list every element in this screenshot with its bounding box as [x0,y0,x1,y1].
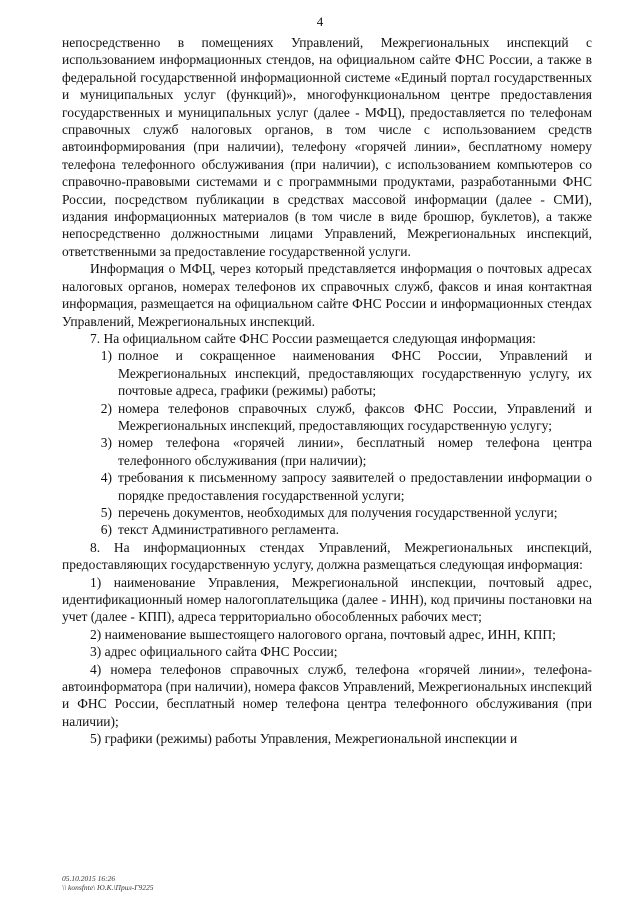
list-number: 3) [100,435,112,451]
footer-path: \\ konsfnte\ Ю.К.\Прил-Г9225 [62,883,154,892]
list-item-8-3: 3) адрес официального сайта ФНС России; [90,644,338,660]
list-item-7-2 [62,400,592,435]
paragraph-mfc: Информация о МФЦ, через который представляется информация о почтовых адресах налоговых органов, номерах телефонов их справочных служб, факсов и иная контактная информация, размещается на официальном сайте ФНС России и информационных стендах Управлений, Межрегиональных инспекций. [62,261,592,329]
list-number: 5) [100,504,112,520]
list-item-7-5 [62,504,592,521]
paragraph-7-heading: 7. На официальном сайте ФНС России размещается следующая информация: [90,330,536,346]
list-text: полное и сокращенное наименования ФНС России, Управлений и Межрегиональных инспекций, предоставляющих государственную услугу, их почтовые адреса, графики (режимы) работы; [118,348,592,399]
list-number: 4) [100,470,112,486]
footer-stamp [62,874,154,892]
paragraph-intro: непосредственно в помещениях Управлений, Межрегиональных инспекций с использованием информационных стендов, на официальном сайте ФНС России, а также в федеральной государственной информационной системе «Единый портал государственных и муниципальных услуг (функций)», многофункциональном центре предоставления государственных и муниципальных услуг (далее - МФЦ), предоставляется по телефонам справочных служб налоговых органов, в том числе с использованием средств автоинформирования (при наличии), телефону «горячей линии», бесплатному номеру телефона телефонного обслуживания (при наличии), с использованием компьютеров со справочно-правовыми системами и с программными продуктами, разработанными ФНС России, посредством публикации в средствах массовой информации (далее - СМИ), издания информационных материалов (в том числе в виде брошюр, буклетов), а также непосредственно должностными лицами Управлений, Межрегиональных инспекций, ответственными за предоставление государственной услуги. [62,35,592,259]
paragraph-8-heading: 8. На информационных стендах Управлений, Межрегиональных инспекций, предоставляющих государственную услугу, должна размещаться следующая информация: [62,539,592,573]
list-text: номера телефонов справочных служб, факсов ФНС России, Управлений и Межрегиональных инспекций, предоставляющих государственную услугу; [118,400,592,433]
list-item-7-4 [62,469,592,504]
list-number: 2) [100,400,112,416]
footer-date: 05.10.2015 16:26 [62,874,116,883]
list-item-7-1 [62,347,592,399]
list-text: перечень документов, необходимых для получения государственной услуги; [118,504,558,520]
list-text: текст Административного регламента. [118,522,339,538]
list-number: 6) [100,522,112,538]
page-number: 4 [316,14,324,29]
list-item-8-4: 4) номера телефонов справочных служб, телефона «горячей линии», телефона-автоинформатора (при наличии), номера факсов Управлений, Межрегиональных инспекций и ФНС России, бесплатный номер телефона центра телефонного обслуживания (при наличии); [62,661,592,729]
list-text: номер телефона «горячей линии», бесплатный номер телефона центра телефонного обслуживания (при наличии); [118,435,592,468]
list-item-8-2: 2) наименование вышестоящего налогового органа, почтовый адрес, ИНН, КПП; [90,626,556,642]
document-body [62,34,592,748]
list-item-7-6 [62,521,592,538]
list-text: требования к письменному запросу заявителей о предоставлении информации о порядке предоставления государственной услуги; [118,470,592,503]
list-item-8-1: 1) наименование Управления, Межрегиональной инспекции, почтовый адрес, идентификационный номер налогоплательщика (далее - ИНН), код причины постановки на учет (далее - КПП), адреса территориально обособленных рабочих мест; [62,574,592,625]
list-item-7-3 [62,434,592,469]
list-number: 1) [100,348,112,364]
list-item-8-5: 5) графики (режимы) работы Управления, Межрегиональной инспекции и [90,731,518,747]
